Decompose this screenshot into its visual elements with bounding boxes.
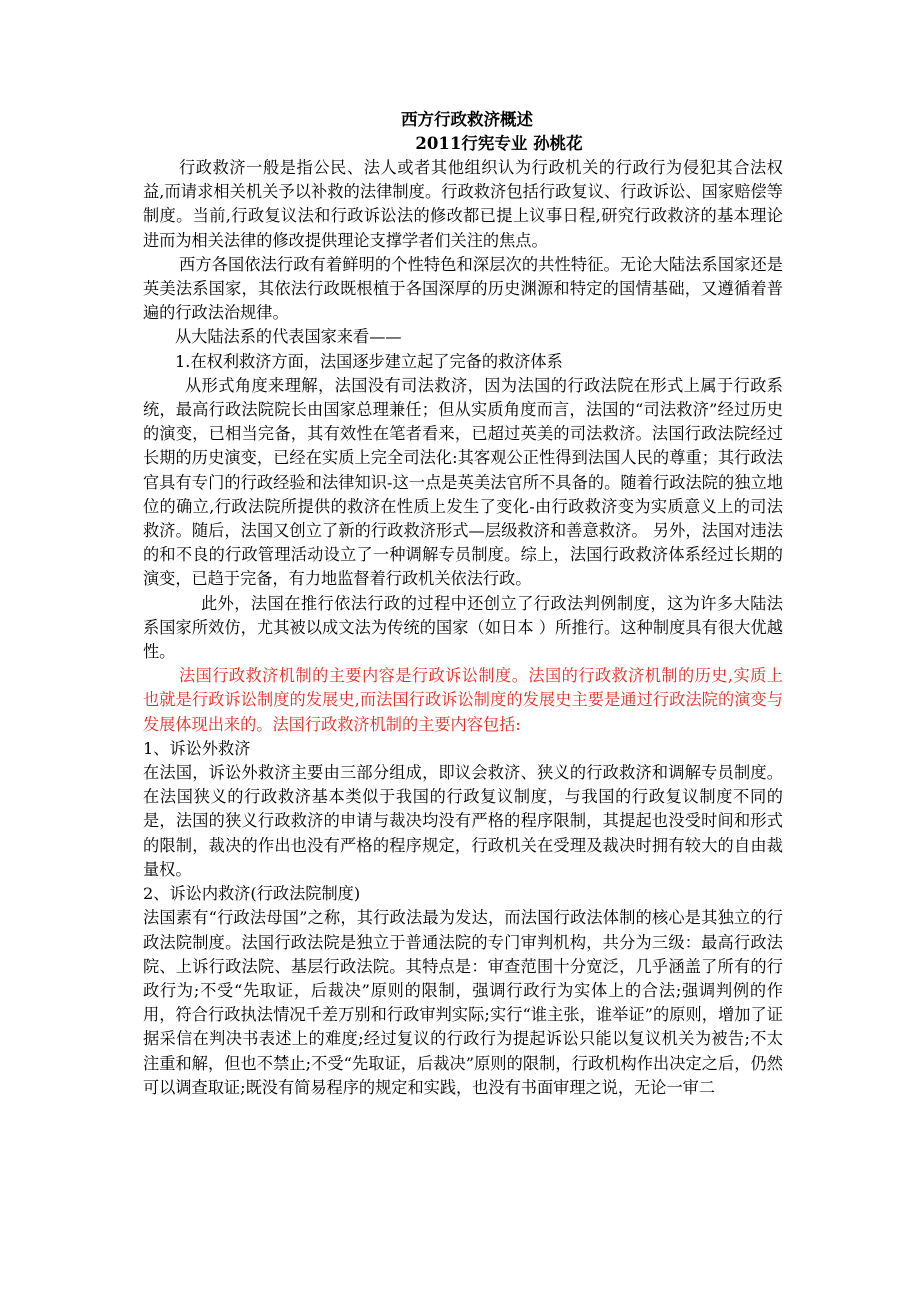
paragraph-formal-perspective: 从形式角度来理解，法国没有司法救济，因为法国的行政法院在形式上属于行政系统，最高行政法院院长由国家总理兼任；但从实质角度而言，法国的“司法救济”经过历史的演变，已相当完备，其有效性在笔者看来，已超过英美的司法救济。法国行政法院经过长期的历史演变，已经在实质上完全司法化:其客观公正性得到法国人民的尊重；其行政法官具有专门的行政经验和法律知识-这一点是英美法官所不具备的。随着行政法院的独立地位的确立,行政法院所提供的救济在性质上发生了变化-由行政救济变为实质意义上的司法救济。随后，法国又创立了新的行政救济形式—层级救济和善意救济。 另外，法国对违法的和不良的行政管理活动设立了一种调解专员制度。综上，法国行政救济体系经过长期的演变，已趋于完备，有力地监督着行政机关依法行政。 [143, 375, 783, 589]
paragraph-case-law: 此外，法国在推行依法行政的过程中还创立了行政法判例制度，这为许多大陆法系国家所效仿，尤其被以成文法为传统的国家（如日本 ）所推行。这种制度具有很大优越性。 [143, 593, 783, 662]
paragraph-intro: 行政救济一般是指公民、法人或者其他组织认为行政机关的行政行为侵犯其合法权益,而请求相关机关予以补救的法律制度。行政救济包括行政复议、行政诉讼、国家赔偿等制度。当前,行政复议法和行政诉讼法的修改都已提上议事日程,研究行政救济的基本理论进而为相关法律的修改提供理论支撑学者们关注的焦点。 [143, 158, 783, 250]
paragraph-continental-lead: 从大陆法系的代表国家来看—— [175, 327, 402, 347]
paragraph-western-countries: 西方各国依法行政有着鲜明的个性特色和深层次的共性特征。无论大陆法系国家还是英美法系国家，其依法行政既根植于各国深厚的历史渊源和特定的国情基础，又遵循着普遍的行政法治规律。 [143, 254, 783, 323]
section-heading-non-litigation: 1、诉讼外救济 [143, 738, 251, 758]
document-page [143, 108, 783, 1100]
paragraph-administrative-court: 法国素有“行政法母国”之称，其行政法最为发达，而法国行政法体制的核心是其独立的行政法院制度。法国行政法院是独立于普通法院的专门审判机构，共分为三级：最高行政法院、上诉行政法院、基层行政法院。其特点是：审查范围十分宽泛，几乎涵盖了所有的行政行为;不受“先取证，后裁决”原则的限制，强调行政行为实体上的合法;强调判例的作用，符合行政执法情况千差万别和行政审判实际;实行“谁主张，谁举证”的原则，增加了证据采信在判决书表述上的难度;经过复议的行政行为提起诉讼只能以复议机关为被告;不太注重和解，但也不禁止;不受“先取证，后裁决”原则的限制，行政机构作出决定之后，仍然可以调查取证;既没有简易程序的规定和实践，也没有书面审理之说，无论一审二 [143, 908, 783, 1097]
paragraph-main-content-highlight: 法国行政救济机制的主要内容是行政诉讼制度。法国的行政救济机制的历史,实质上也就是行政诉讼制度的发展史,而法国行政诉讼制度的发展史主要是通过行政法院的演变与发展体现出来的。法国行政救济机制的主要内容包括: [143, 666, 783, 734]
document-title: 西方行政救济概述 [401, 110, 533, 129]
section-heading-rights-relief: 1.在权利救济方面，法国逐步建立起了完备的救济体系 [175, 351, 563, 371]
paragraph-non-litigation: 在法国，诉讼外救济主要由三部分组成，即议会救济、狭义的行政救济和调解专员制度。在法国狭义的行政救济基本类似于我国的行政复议制度，与我国的行政复议制度不同的是，法国的狭义行政救济的申请与裁决均没有严格的程序限制，其提起也没受时间和形式的限制，裁决的作出也没有严格的程序规定，行政机关在受理及裁决时拥有较大的自由裁量权。 [143, 763, 783, 879]
section-heading-litigation: 2、诉讼内救济(行政法院制度) [143, 884, 361, 904]
document-subtitle: 2011行宪专业 孙桃花 [415, 134, 583, 153]
